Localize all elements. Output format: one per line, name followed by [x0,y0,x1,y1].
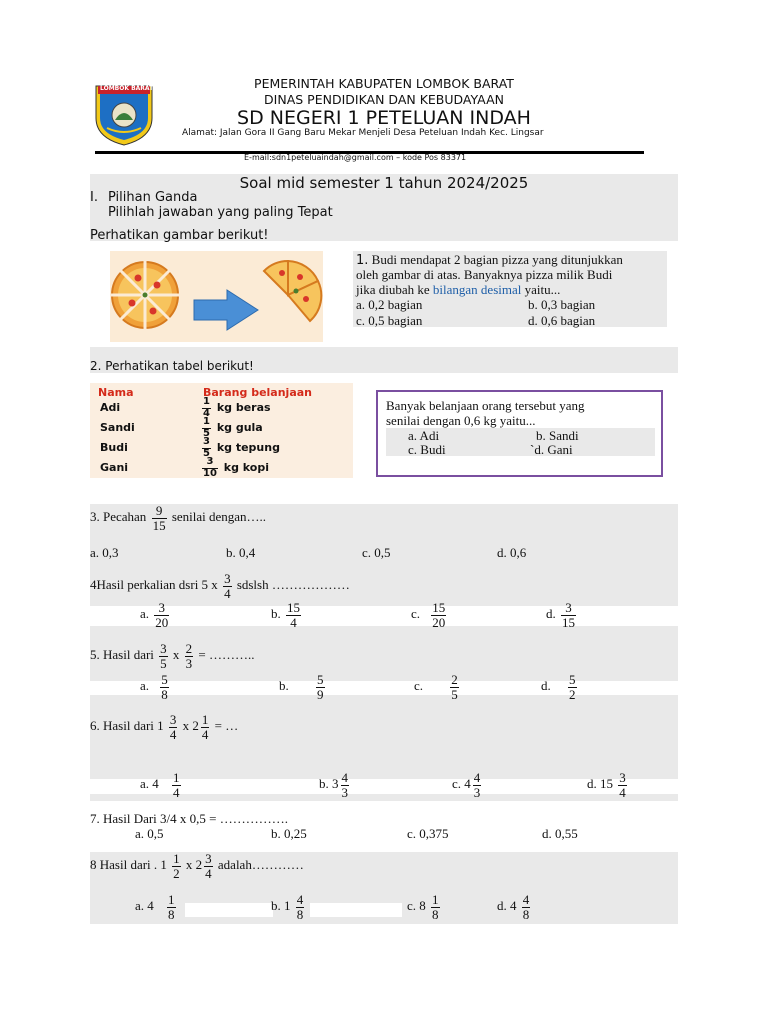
pizza-slices-icon [264,261,321,321]
q2-question-b: senilai dengan 0,6 kg yaitu... [386,413,536,428]
q1-option-b[interactable]: b. 0,3 bagian [528,297,596,312]
whole-pizza-icon [110,259,180,331]
option-label: b. [279,678,289,694]
fraction-numerator: 3 [203,436,210,447]
option-label: a. 4 [135,898,154,914]
fraction-denominator: 5 [160,655,167,671]
fraction-numerator: 4 [341,770,348,785]
q4-option-c[interactable] [411,601,448,629]
option-label: b. 3 [319,776,339,792]
fraction-denominator: 8 [168,906,175,922]
fraction-numerator: 1 [201,712,209,727]
q7-option-c[interactable]: c. 0,375 [407,826,449,841]
fraction-denominator: 20 [432,614,446,630]
fraction-numerator: 15 [432,600,446,615]
option-label: b. 1 [271,898,291,914]
table-row-item: kg gula [216,421,263,434]
q2-option-c[interactable]: c. Budi [408,442,446,457]
fraction-numerator: 4 [296,892,304,907]
header-line-1: PEMERINTAH KABUPATEN LOMBOK BARAT [254,76,514,91]
q3-suffix: senilai dengan….. [171,509,267,525]
logo-text: LOMBOK BARAT [100,85,154,92]
school-email: E-mail:sdn1peteluaindah@gmail.com – kode Pos 83371 [244,153,467,162]
q5-prefix: 5. Hasil dari [90,647,154,663]
q1-text-b: oleh gambar di atas. Banyaknya pizza milik Budi [356,267,613,282]
option-label: c. [414,678,424,694]
exam-title: Soal mid semester 1 tahun 2024/2025 [239,174,529,192]
fraction-denominator: 5 [451,686,458,702]
fraction-numerator: 3 [205,851,212,866]
option-label: d. 15 [587,776,613,792]
q3-option-a[interactable]: a. 0,3 [90,545,119,560]
q8-suffix: adalah………… [217,857,304,873]
q8-question [90,852,304,880]
fraction-denominator: 4 [205,865,212,881]
pizza-illustration [110,251,323,342]
table-row-item: kg tepung [216,441,280,454]
table-header-items: Barang belanjaan [203,386,312,399]
table-row-name: Gani [100,461,129,474]
q2-option-b[interactable]: b. Sandi [536,428,579,443]
q5-suffix: = ……….. [198,647,255,663]
q5-times: x [172,647,180,663]
fraction-denominator: 2 [173,865,180,881]
image-intro: Perhatikan gambar berikut! [90,228,269,243]
fraction-denominator: 15 [152,517,166,533]
q2-question-a: Banyak belanjaan orang tersebut yang [386,398,585,413]
q6-times: x 2 [182,718,199,734]
q2-option-d[interactable]: `d. Gani [530,442,573,457]
fraction-denominator: 20 [155,614,169,630]
option-label: a. [140,678,150,694]
fraction-denominator: 4 [286,615,301,630]
q1-line-3 [356,282,560,298]
q4-option-b[interactable] [271,601,303,629]
fraction-denominator: 5 [203,447,210,459]
fraction-denominator: 9 [317,686,324,702]
table-row-amount [200,397,271,419]
q3-question [90,504,266,532]
q1-line-1 [356,252,623,268]
fraction-denominator: 8 [432,906,439,922]
q1-link[interactable]: bilangan desimal [432,282,522,297]
fraction-denominator: 3 [473,784,481,800]
option-label: d. 4 [497,898,517,914]
q8-times: x 2 [185,857,203,873]
q5-option-d[interactable] [541,673,579,701]
option-label: c. 8 [407,898,426,914]
q5-options-bg [90,681,678,695]
table-row-amount [200,457,269,479]
fraction-denominator: 8 [296,906,304,922]
fraction-numerator: 2 [451,672,458,687]
option-label: c. 4 [452,776,471,792]
fraction-denominator: 4 [203,407,210,419]
fraction-denominator: 4 [169,726,177,742]
fraction-denominator: 8 [522,906,530,922]
fraction-numerator: 1 [173,770,180,785]
q1-text-d: yaitu... [524,282,561,297]
fraction-denominator: 8 [161,686,168,702]
option-label: a. 4 [140,776,159,792]
fraction-numerator: 5 [569,672,576,687]
shopping-table [90,383,353,478]
q8-prefix: 8 Hasil dari . 1 [90,857,167,873]
q7-option-a[interactable]: a. 0,5 [135,826,164,841]
q8-options-bg [185,903,273,917]
fraction-numerator: 3 [158,600,166,615]
q4-option-a[interactable] [140,601,171,629]
q6-suffix: = … [214,718,239,734]
fraction-numerator: 3 [169,712,177,727]
fraction-denominator: 4 [173,784,180,800]
option-label: d. [541,678,551,694]
fraction-denominator: 3 [185,655,193,671]
fraction-numerator: 1 [432,892,439,907]
section-title: Pilihan Ganda [108,190,198,205]
q5-option-a[interactable] [140,673,171,701]
option-label: a. [140,606,150,622]
q2-intro: 2. Perhatikan tabel berikut! [90,359,254,373]
table-row-item: kg kopi [223,461,270,474]
q1-option-a[interactable]: a. 0,2 bagian [356,297,423,312]
q8-option-a[interactable] [135,893,178,921]
fraction-numerator: 3 [160,641,167,656]
q7-option-d[interactable]: d. 0,55 [542,826,578,841]
fraction-numerator: 15 [287,600,300,615]
fraction-numerator: 3 [206,456,214,467]
q7-option-b[interactable]: b. 0,25 [271,826,307,841]
table-row-item: kg beras [216,401,271,414]
fraction-numerator: 3 [619,770,626,785]
q1-text-a: Budi mendapat 2 bagian pizza yang ditunjukkan [371,252,623,267]
fraction-numerator: 1 [168,892,175,907]
q1-number: 1. [356,253,369,268]
q3-option-b[interactable]: b. 0,4 [226,545,256,560]
q6-option-b[interactable] [319,771,351,799]
q1-option-c[interactable]: c. 0,5 bagian [356,313,423,328]
fraction-denominator: 2 [569,686,576,702]
q6-option-c[interactable] [452,771,483,799]
q7-question: 7. Hasil Dari 3/4 x 0,5 = ……………. [90,811,288,826]
fraction-denominator: 4 [201,726,209,742]
q6-prefix: 6. Hasil dari 1 [90,718,164,734]
fraction-numerator: 1 [173,851,180,866]
fraction-numerator: 1 [203,396,210,407]
option-label: c. [411,606,421,622]
q4-question [90,572,350,600]
fraction-numerator: 9 [155,503,163,518]
fraction-denominator: 4 [224,585,231,601]
q5-option-c[interactable] [414,673,461,701]
q1-option-d[interactable]: d. 0,6 bagian [528,313,596,328]
fraction-numerator: 4 [522,892,530,907]
q6-option-a[interactable] [140,771,183,799]
q3-prefix: 3. Pecahan [90,509,147,525]
section-instruction: Pilihlah jawaban yang paling Tepat [108,205,333,220]
table-row-name: Budi [100,441,128,454]
fraction-numerator: 5 [317,672,324,687]
q5-option-b[interactable] [279,673,327,701]
q8-option-c[interactable] [407,893,442,921]
section-number: I. [90,190,98,205]
table-row-name: Adi [100,401,121,414]
q6-option-d[interactable] [587,771,629,799]
q8-option-b[interactable] [271,893,306,921]
q5-question [90,642,255,670]
school-name: SD NEGERI 1 PETELUAN INDAH [237,107,531,129]
option-label: d. [546,606,556,622]
fraction-numerator: 3 [224,571,231,586]
q3-option-d[interactable]: d. 0,6 [497,545,527,560]
fraction-denominator: 10 [203,467,217,479]
fraction-numerator: 1 [203,416,210,427]
q4-suffix: sdslsh ……………… [236,577,350,593]
fraction-numerator: 5 [161,672,168,687]
header-line-2: DINAS PENDIDIKAN DAN KEBUDAYAAN [264,92,504,107]
q4-option-d[interactable] [546,601,578,629]
q4-prefix: 4Hasil perkalian dsri 5 x [90,577,218,593]
arrow-right-icon [194,290,258,330]
q8-option-d[interactable] [497,893,532,921]
table-header-name: Nama [98,386,134,399]
q1-text-c: jika diubah ke [356,282,430,297]
q4-options-bg [90,606,678,626]
q2-option-a[interactable]: a. Adi [408,428,440,443]
option-label: b. [271,606,281,622]
q3-option-c[interactable]: c. 0,5 [362,545,391,560]
fraction-denominator: 5 [203,427,210,439]
fraction-denominator: 4 [619,784,626,800]
fraction-denominator: 15 [562,614,575,630]
q8-options-bg [310,903,402,917]
fraction-numerator: 3 [565,600,572,615]
fraction-numerator: 4 [473,770,481,785]
table-row-name: Sandi [100,421,135,434]
school-address: Alamat: Jalan Gora II Gang Baru Mekar Menjeli Desa Peteluan Indah Kec. Lingsar [182,128,544,138]
fraction-denominator: 3 [341,784,348,800]
q6-question [90,713,238,741]
fraction-numerator: 2 [185,641,193,656]
